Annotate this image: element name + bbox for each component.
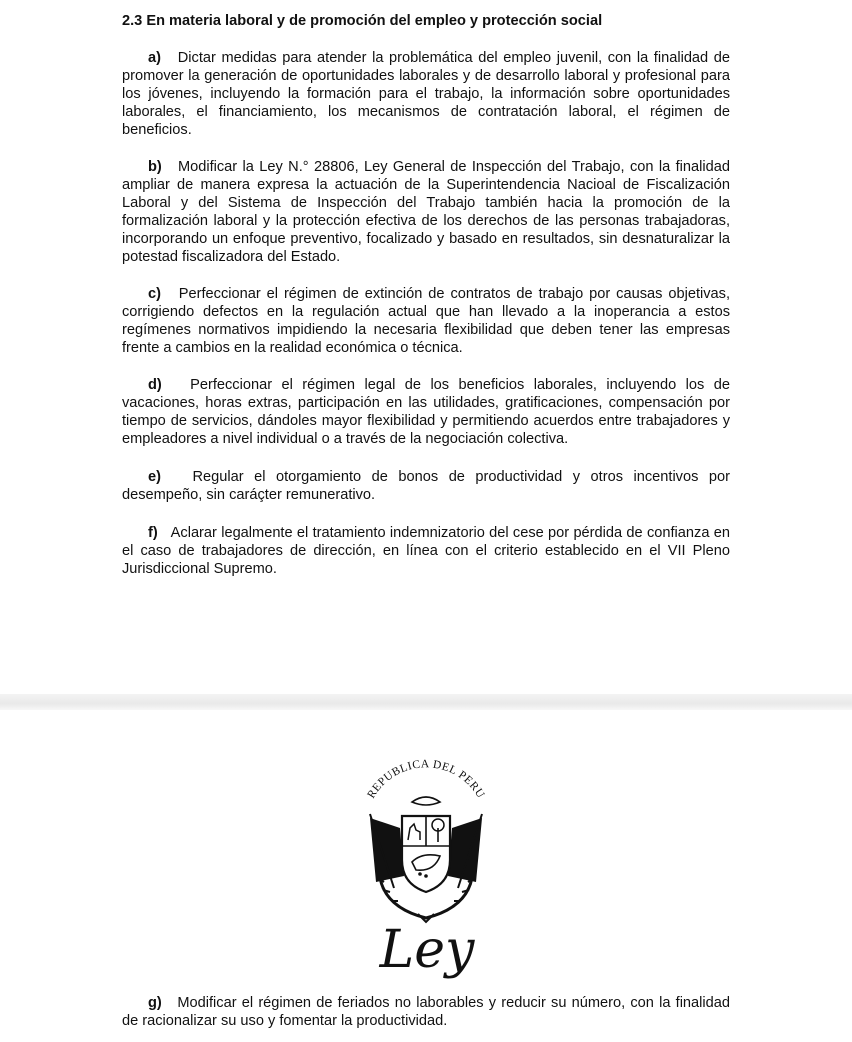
list-item-f bbox=[122, 524, 730, 578]
item-letter: d) bbox=[148, 377, 162, 393]
document-page-2 bbox=[0, 710, 852, 1042]
coat-of-arms-seal bbox=[350, 758, 502, 928]
item-text: Modificar la Ley N.° 28806, Ley General de Inspección del Trabajo, con la finalidad ampliar de manera expresa la actuación de la Superintendencia Nacioal de Fiscalización Laboral y del Sistema de Inspección del Trabajo también hacia la promoción de la formalización laboral y la protección efectiva de los derechos de las personas trabajadoras, incorporando un enfoque preventivo, focalizado y basado en resultados, sin desnaturalizar la potestad fiscalizadora del Estado. bbox=[122, 159, 730, 266]
list-item-b bbox=[122, 158, 730, 267]
list-item-d bbox=[122, 376, 730, 448]
item-text: Regular el otorgamiento de bonos de productividad y otros incentivos por desempeño, sin caráçter remunerativo. bbox=[122, 469, 730, 504]
list-item-a bbox=[122, 49, 730, 139]
list-item-g bbox=[122, 994, 730, 1030]
section-heading: 2.3 En materia laboral y de promoción del empleo y protección social bbox=[122, 13, 603, 29]
item-text: Aclarar legalmente el tratamiento indemnizatorio del cese por pérdida de confianza en el caso de trabajadores de dirección, en línea con el criterio establecido en el VII Pleno Jurisdiccional Supremo. bbox=[122, 525, 730, 578]
item-text: Perfeccionar el régimen legal de los beneficios laborales, incluyendo los de vacaciones, horas extras, participación en las utilidades, gratificaciones, compensación por tiempo de servicios, dándoles mayor flexibilidad y permitiendo acuerdos entre trabajadores y empleadores a nivel individual o a través de la negociación colectiva. bbox=[122, 377, 730, 448]
ley-title: Ley bbox=[379, 920, 475, 980]
item-letter: e) bbox=[148, 469, 161, 485]
item-letter: c) bbox=[148, 286, 161, 302]
item-text: Dictar medidas para atender la problemática del empleo juvenil, con la finalidad de promover la generación de oportunidades laborales y de desarrollo laboral y profesional para los jóvenes, incluyendo la formación para el trabajo, la información sobre oportunidades laborales, el financiamiento, los mecanismos de contratación laboral, el régimen de beneficios. bbox=[122, 50, 730, 139]
item-letter: f) bbox=[148, 525, 158, 541]
page-break bbox=[0, 694, 852, 710]
list-item-e bbox=[122, 468, 730, 504]
item-letter: g) bbox=[148, 995, 162, 1011]
item-letter: b) bbox=[148, 159, 162, 175]
item-letter: a) bbox=[148, 50, 161, 66]
list-item-c bbox=[122, 285, 730, 357]
svg-text:REPUBLICA DEL PERU: REPUBLICA DEL PERU bbox=[365, 758, 487, 801]
item-text: Modificar el régimen de feriados no laborables y reducir su número, con la finalidad de racionalizar su uso y fomentar la productividad. bbox=[122, 995, 731, 1030]
item-text: Perfeccionar el régimen de extinción de contratos de trabajo por causas objetivas, corrigiendo defectos en la regulación actual que han llevado a la inoperancia a estos regímenes normativos impidiendo la necesaria flexibilidad que deben tener las empresas frente a cambios en la realidad económica o técnica. bbox=[122, 286, 730, 357]
